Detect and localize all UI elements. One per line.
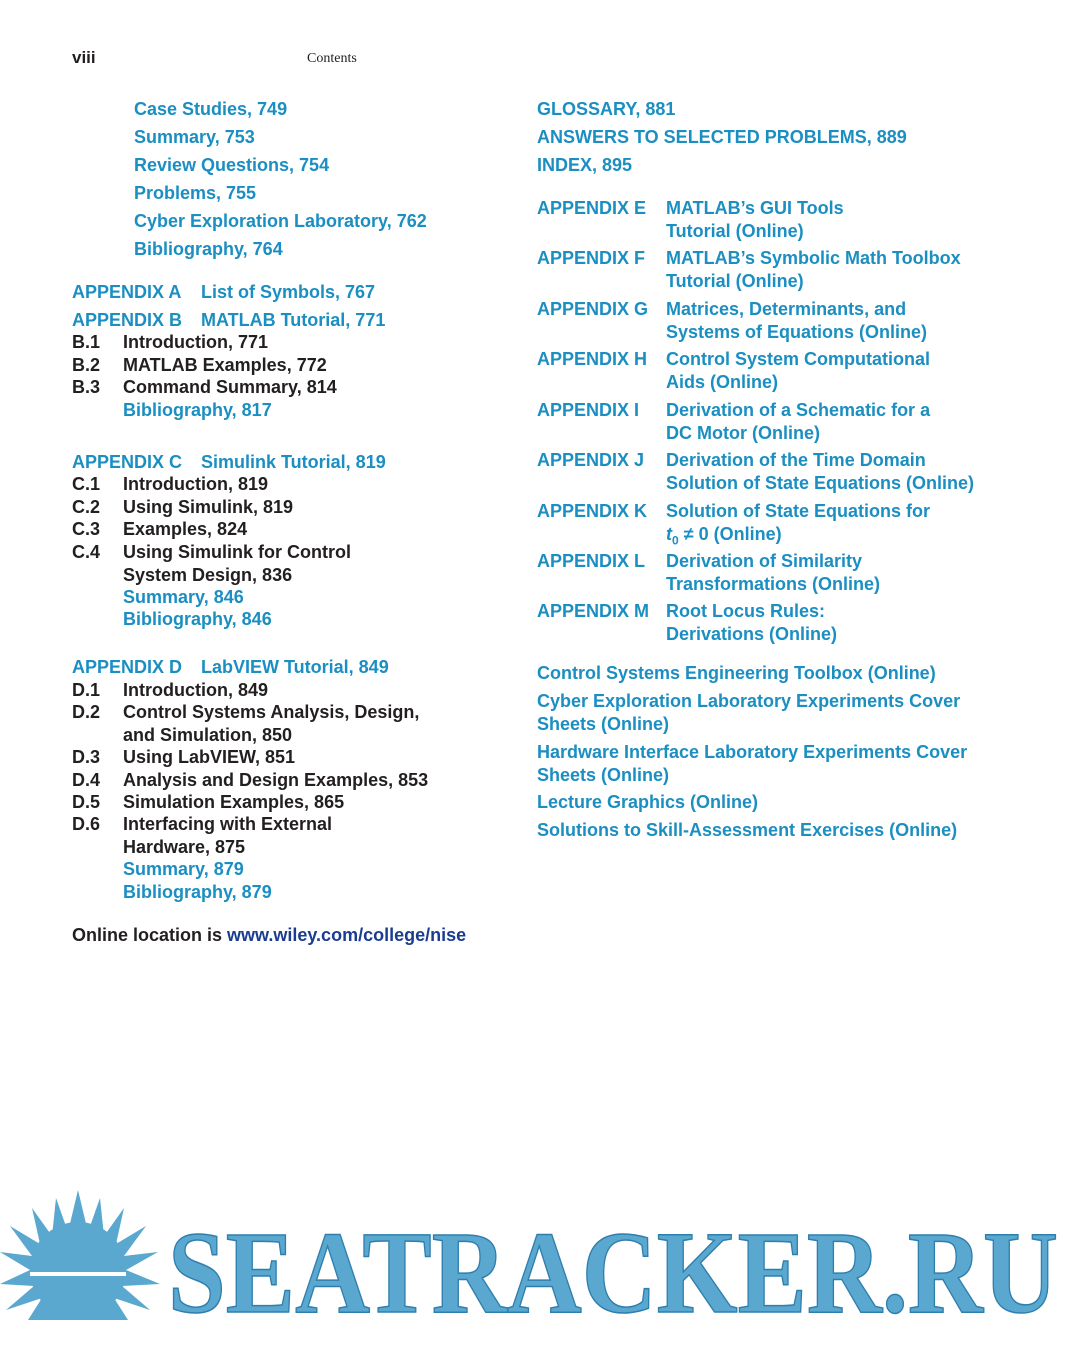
section-c3[interactable] [72, 518, 247, 541]
section-number: D.3 [72, 747, 101, 767]
appendix-m[interactable] [537, 600, 837, 645]
online-location-link[interactable]: www.wiley.com/college/nise [227, 925, 467, 945]
resource-toolbox[interactable]: Control Systems Engineering Toolbox (Online) [537, 663, 936, 683]
online-location [72, 925, 466, 946]
resource-hardware-lab-cover-sheets[interactable]: Hardware Interface Laboratory Experiments Cover Sheets (Online) [537, 742, 968, 785]
section-number: C.4 [72, 542, 101, 562]
toc-entry-review-questions[interactable]: Review Questions, 754 [134, 155, 330, 175]
resource-cyber-lab-cover-sheets[interactable]: Cyber Exploration Laboratory Experiments Cover Sheets (Online) [537, 691, 961, 734]
appendix-title: Matrices, Determinants, and Systems of Equations (Online) [666, 299, 928, 342]
appendix-title: Control System Computational Aids (Online) [666, 349, 931, 392]
section-title: Command Summary, 814 [123, 377, 337, 397]
section-number: D.1 [72, 680, 101, 700]
appendix-label: APPENDIX H [537, 349, 648, 369]
section-title: Using Simulink for Control System Design, 836 [123, 542, 351, 585]
appendix-title: Derivation of a Schematic for a DC Motor (Online) [666, 400, 931, 443]
toc-index[interactable]: INDEX, 895 [537, 155, 633, 175]
page-number: viii [72, 48, 96, 67]
appendix-label: APPENDIX I [537, 400, 640, 420]
appendix-title: Derivation of Similarity Transformations (Online) [666, 551, 881, 594]
appendix-label: APPENDIX L [537, 551, 646, 571]
appendix-a-title[interactable]: List of Symbols, 767 [201, 282, 376, 302]
appendix-d-summary[interactable]: Summary, 879 [123, 859, 244, 879]
section-d4[interactable] [72, 769, 428, 792]
appendix-l[interactable] [537, 550, 880, 595]
section-title: Using Simulink, 819 [123, 497, 294, 517]
watermark-text: SEATRACKER.RU [168, 1207, 1058, 1320]
section-d5[interactable] [72, 791, 344, 814]
section-number: B.1 [72, 332, 101, 352]
appendix-k[interactable] [537, 500, 930, 552]
toc-glossary[interactable]: GLOSSARY, 881 [537, 99, 676, 119]
appendix-title: Solution of State Equations for $t_0 \ne 0$ (Online) [666, 501, 930, 548]
section-d3[interactable] [72, 746, 295, 769]
section-c1[interactable] [72, 473, 268, 496]
appendix-title: Root Locus Rules: Derivations (Online) [666, 601, 838, 644]
section-number: B.2 [72, 355, 101, 375]
toc-entry-problems[interactable]: Problems, 755 [134, 183, 257, 203]
section-number: D.4 [72, 770, 101, 790]
appendix-e[interactable] [537, 197, 844, 242]
section-b1[interactable] [72, 331, 268, 354]
appendix-a-label[interactable]: APPENDIX A [72, 282, 182, 302]
section-title: Interfacing with External Hardware, 875 [123, 814, 333, 857]
section-b2[interactable] [72, 354, 327, 377]
appendix-b-label[interactable]: APPENDIX B [72, 310, 183, 330]
section-title: Simulation Examples, 865 [123, 792, 345, 812]
section-number: D.6 [72, 814, 101, 834]
appendix-h[interactable] [537, 348, 930, 393]
appendix-g[interactable] [537, 298, 927, 343]
section-b3[interactable] [72, 376, 337, 399]
section-c2[interactable] [72, 496, 293, 519]
appendix-b-bibliography[interactable]: Bibliography, 817 [123, 400, 272, 420]
running-head: Contents [307, 51, 357, 66]
appendix-title: Derivation of the Time Domain Solution of State Equations (Online) [666, 450, 974, 493]
section-title: Introduction, 849 [123, 680, 269, 700]
appendix-j[interactable] [537, 449, 974, 494]
section-title: Introduction, 819 [123, 474, 269, 494]
appendix-label: APPENDIX G [537, 299, 649, 319]
appendix-label: APPENDIX F [537, 248, 646, 268]
toc-entry-case-studies[interactable]: Case Studies, 749 [134, 99, 288, 119]
appendix-i[interactable] [537, 399, 930, 444]
appendix-label: APPENDIX J [537, 450, 645, 470]
watermark [0, 1190, 1080, 1320]
section-c4[interactable] [72, 541, 351, 586]
section-title: Examples, 824 [123, 519, 248, 539]
section-title: Control Systems Analysis, Design, and Simulation, 850 [123, 702, 420, 745]
section-title: Analysis and Design Examples, 853 [123, 770, 429, 790]
appendix-d-label[interactable]: APPENDIX D [72, 657, 183, 677]
sun-icon [0, 1190, 160, 1320]
appendix-f[interactable] [537, 247, 961, 292]
appendix-c-title[interactable]: Simulink Tutorial, 819 [201, 452, 386, 472]
section-d6[interactable] [72, 813, 332, 858]
section-d2[interactable] [72, 701, 419, 746]
appendix-title: MATLAB’s GUI Tools Tutorial (Online) [666, 198, 844, 241]
appendix-title: MATLAB’s Symbolic Math Toolbox Tutorial (Online) [666, 248, 961, 291]
appendix-d-bibliography[interactable]: Bibliography, 879 [123, 882, 272, 902]
appendix-c-bibliography[interactable]: Bibliography, 846 [123, 609, 272, 629]
appendix-label: APPENDIX E [537, 198, 647, 218]
appendix-label: APPENDIX K [537, 501, 648, 521]
appendix-d-title[interactable]: LabVIEW Tutorial, 849 [201, 657, 389, 677]
section-title: MATLAB Examples, 772 [123, 355, 327, 375]
resource-skill-assessment-solutions[interactable]: Solutions to Skill-Assessment Exercises (Online) [537, 820, 958, 840]
section-number: D.2 [72, 702, 101, 722]
section-number: C.2 [72, 497, 101, 517]
appendix-c-summary[interactable]: Summary, 846 [123, 587, 244, 607]
section-number: C.1 [72, 474, 101, 494]
section-title: Using LabVIEW, 851 [123, 747, 296, 767]
toc-entry-bibliography[interactable]: Bibliography, 764 [134, 239, 283, 259]
section-d1[interactable] [72, 679, 268, 702]
section-number: D.5 [72, 792, 101, 812]
appendix-label: APPENDIX M [537, 601, 650, 621]
section-number: B.3 [72, 377, 101, 397]
toc-answers[interactable]: ANSWERS TO SELECTED PROBLEMS, 889 [537, 127, 907, 147]
section-number: C.3 [72, 519, 101, 539]
online-location-label: Online location is [72, 925, 228, 945]
section-title: Introduction, 771 [123, 332, 269, 352]
toc-entry-summary[interactable]: Summary, 753 [134, 127, 255, 147]
appendix-c-label[interactable]: APPENDIX C [72, 452, 183, 472]
appendix-b-title[interactable]: MATLAB Tutorial, 771 [201, 310, 386, 330]
resource-lecture-graphics[interactable]: Lecture Graphics (Online) [537, 792, 759, 812]
toc-entry-cyber-lab[interactable]: Cyber Exploration Laboratory, 762 [134, 211, 427, 231]
